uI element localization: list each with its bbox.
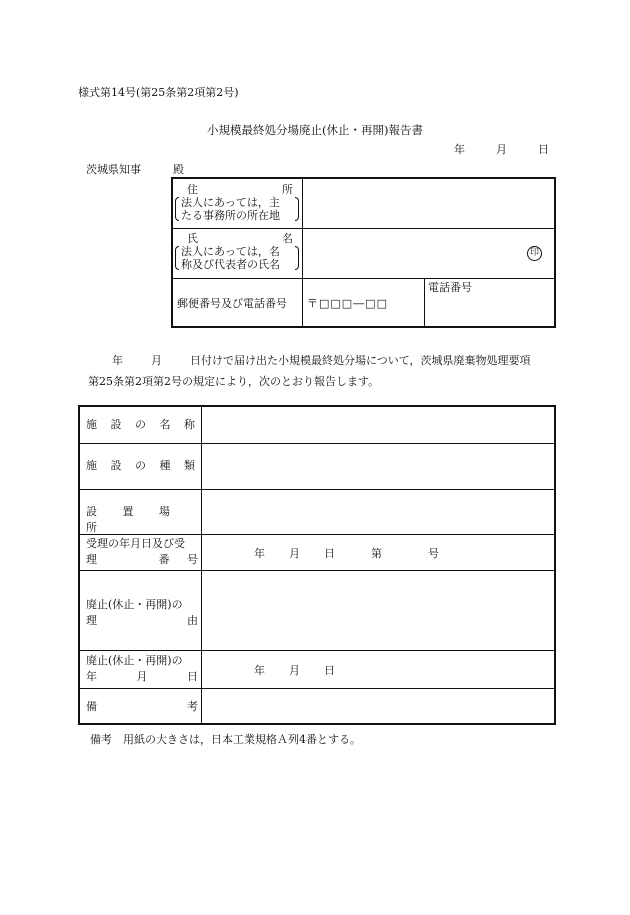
- addressee: [86, 161, 184, 177]
- reason-label-left: 理: [86, 614, 97, 627]
- phone-field[interactable]: [426, 295, 554, 325]
- facility-type-label: 施 設 の 種 類: [86, 459, 195, 472]
- acceptance-value[interactable]: [254, 545, 439, 561]
- reason-label-line1: 廃止(休止・再開)の: [86, 598, 183, 611]
- acceptance-month: 月: [289, 547, 300, 560]
- name-field[interactable]: [304, 230, 554, 277]
- address-note-line2: たる事務所の所在地: [181, 209, 280, 222]
- date-year: 年: [454, 143, 465, 156]
- postal-phone-label: 郵便番号及び電話番号: [177, 297, 287, 310]
- footnote: 備考 用紙の大きさは，日本工業規格Ａ列4番とする。: [90, 733, 361, 746]
- report-body: [90, 350, 560, 392]
- acceptance-number-suffix: 号: [428, 547, 439, 560]
- address-label-right: 所: [282, 183, 293, 196]
- facility-line-5: [80, 650, 554, 651]
- closure-date-label-right: 日: [187, 670, 198, 683]
- acceptance-label-left: 理: [86, 553, 97, 566]
- facility-line-2: [80, 489, 554, 490]
- form-number: 様式第14号(第25条第2項第2号): [78, 86, 239, 99]
- reason-label: [86, 597, 198, 629]
- reason-label-right: 由: [187, 614, 198, 627]
- closure-year: 年: [254, 664, 265, 677]
- remarks-field[interactable]: [203, 690, 554, 723]
- addressee-name: 茨城県知事: [86, 163, 141, 176]
- applicant-table: [171, 177, 556, 328]
- address-label: [175, 183, 299, 222]
- address-field[interactable]: [304, 180, 554, 227]
- acceptance-label-line1: 受理の年月日及び受: [86, 537, 185, 550]
- closure-date-label-left: 年: [86, 670, 97, 683]
- closure-date-label: [86, 653, 198, 685]
- facility-divider: [201, 407, 202, 723]
- acceptance-label-right: 番 号: [158, 553, 198, 566]
- facility-name-field[interactable]: [203, 408, 554, 442]
- closure-month: 月: [289, 664, 300, 677]
- facility-name-label: 施 設 の 名 称: [86, 418, 195, 431]
- name-note-line1: 法人にあっては，名: [181, 245, 280, 258]
- remarks-label: [86, 699, 198, 715]
- applicant-row-line-1: [173, 228, 554, 229]
- body-year: 年: [112, 354, 123, 367]
- acceptance-label: [86, 536, 198, 568]
- closure-date-label-mid: 月: [136, 670, 148, 683]
- closure-date-value[interactable]: [254, 662, 335, 678]
- name-label-right: 名: [282, 232, 293, 245]
- closure-day: 日: [324, 664, 335, 677]
- date-day: 日: [538, 143, 549, 156]
- reason-field[interactable]: [203, 572, 554, 649]
- facility-line-6: [80, 688, 554, 689]
- facility-line-4: [80, 570, 554, 571]
- body-line2: 第25条第2項第2号の規定により，次のとおり報告します。: [88, 375, 380, 388]
- phone-label: 電話番号: [428, 281, 472, 294]
- location-field[interactable]: [203, 491, 554, 533]
- facility-line-1: [80, 443, 554, 444]
- applicant-divider: [302, 179, 303, 326]
- name-label-left: 氏: [187, 232, 198, 245]
- name-note: [175, 245, 299, 271]
- name-note-line2: 称及び代表者の氏名: [181, 258, 280, 271]
- addressee-honorific: 殿: [173, 163, 184, 176]
- address-note-line1: 法人にあっては，主: [181, 196, 280, 209]
- remarks-label-right: 考: [187, 700, 198, 713]
- phone-divider: [424, 278, 425, 326]
- acceptance-day: 日: [324, 547, 335, 560]
- location-label: 設 置 場 所: [86, 505, 170, 534]
- date-month: 月: [496, 143, 507, 156]
- remarks-label-left: 備: [86, 700, 97, 713]
- report-date: [454, 141, 549, 157]
- body-text-part: 日付けで届け出た小規模最終処分場について，茨城県廃棄物処理要項: [190, 354, 531, 367]
- acceptance-number-prefix: 第: [371, 547, 382, 560]
- facility-table: [78, 405, 556, 725]
- address-note: [175, 196, 299, 222]
- body-line1: [90, 350, 560, 371]
- closure-date-label-line1: 廃止(休止・再開)の: [86, 654, 183, 667]
- facility-type-field[interactable]: [203, 445, 554, 488]
- name-label: [175, 232, 299, 271]
- postal-code-field[interactable]: 〒□□□―□□: [307, 297, 388, 310]
- document-title: 小規模最終処分場廃止(休止・再開)報告書: [207, 123, 423, 137]
- seal-icon: 印: [527, 246, 542, 261]
- body-month: 月: [151, 354, 162, 367]
- applicant-row-line-2: [173, 278, 554, 279]
- address-label-left: 住: [187, 183, 198, 196]
- acceptance-year: 年: [254, 547, 265, 560]
